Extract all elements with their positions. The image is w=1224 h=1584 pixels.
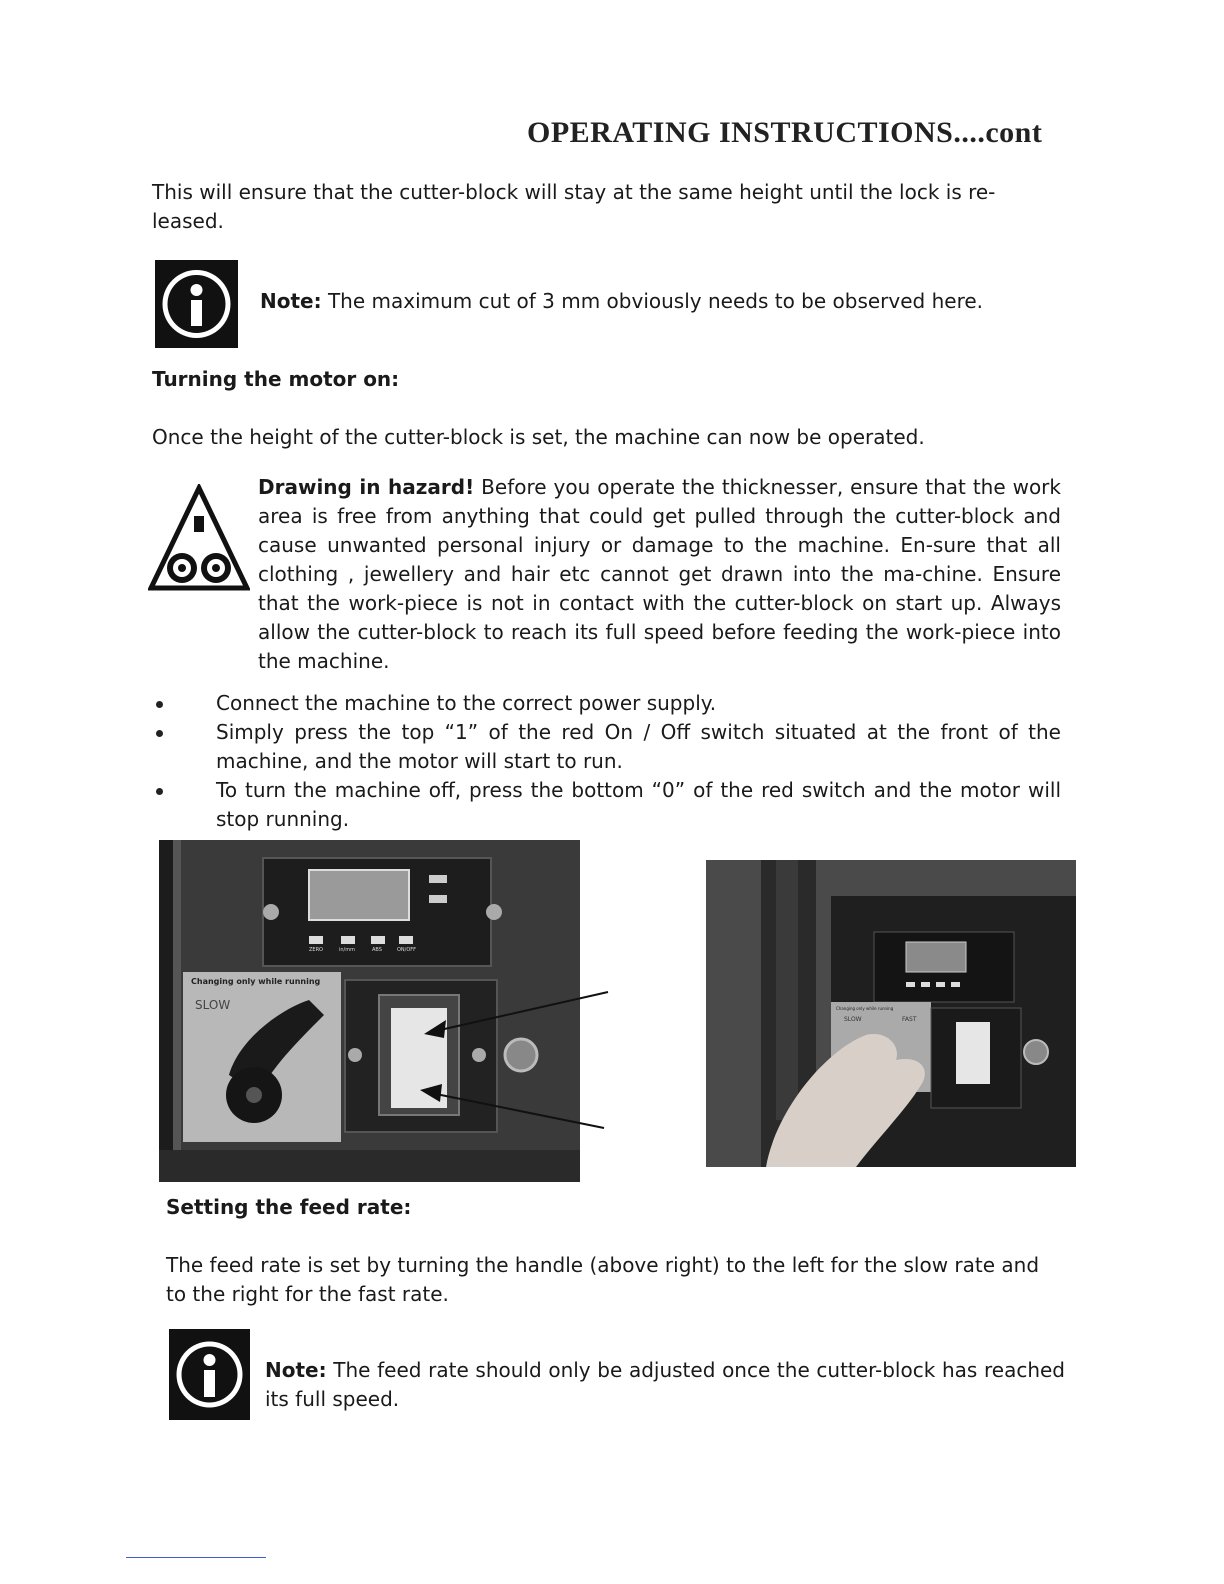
list-item: Connect the machine to the correct power supply. [216,691,717,715]
section-heading-motor: Turning the motor on: [152,367,400,391]
pointer-arrows [400,980,620,1140]
footer-rule [126,1557,266,1558]
panel-label: Changing only while running [836,1006,894,1011]
bullet-dot [156,730,163,737]
panel-label: Changing only while running [191,977,321,986]
bullet-dot [156,788,163,795]
intro-paragraph: This will ensure that the cutter-block will stay at the same height until the lock is re-leased. [152,180,996,233]
list-item: Simply press the top “1” of the red On / Off switch situated at the front of the machine, and the motor will start to run. [216,720,1061,773]
drawing-in-hazard-icon [148,484,250,592]
button-label-zero: ZERO [309,947,323,953]
list-item: To turn the machine off, press the bottom “0” of the red switch and the motor will stop running. [216,778,1061,831]
slow-label: SLOW [195,998,231,1012]
button-label-unit: in/mm [339,947,355,953]
note-2 [265,1356,1065,1414]
page-title: OPERATING INSTRUCTIONS....cont [527,116,1043,149]
slow-label: SLOW [844,1016,862,1023]
note-1-text: The maximum cut of 3 mm obviously needs to be observed here. [321,289,984,313]
hazard-title: Drawing in hazard! [258,475,475,499]
note-2-label: Note: [265,1358,327,1382]
fast-label: FAST [902,1016,917,1023]
hazard-text: Before you operate the thicknesser, ensure that the work area is free from anything that could get pulled through the cutter-block and cause unwanted personal injury or damage to the machine. En-sure that all clothing , jewellery and hair etc cannot get drawn into the ma-chine. Ensure that the work-piece is not in contact with the cutter-block on start up. Always allow the cutter-block to reach its full speed before feeding the work-piece into the machine. [258,475,1061,673]
button-label-abs: ABS [372,947,382,953]
section-heading-feed: Setting the feed rate: [166,1195,412,1219]
note-1 [260,287,1060,316]
note-1-label: Note: [260,289,322,313]
note-2-text: The feed rate should only be adjusted once the cutter-block has reached its full speed. [265,1358,1065,1411]
hazard-paragraph [258,473,1061,676]
button-label-onoff: ON/OFF [397,947,417,953]
motor-paragraph: Once the height of the cutter-block is set, the machine can now be operated. [152,425,925,449]
feed-handle-photo [706,860,1076,1167]
info-icon [169,1329,250,1420]
feed-paragraph: The feed rate is set by turning the handle (above right) to the left for the slow rate and to the right for the fast rate. [166,1253,1040,1306]
info-icon [155,260,238,348]
bullet-dot [156,701,163,708]
